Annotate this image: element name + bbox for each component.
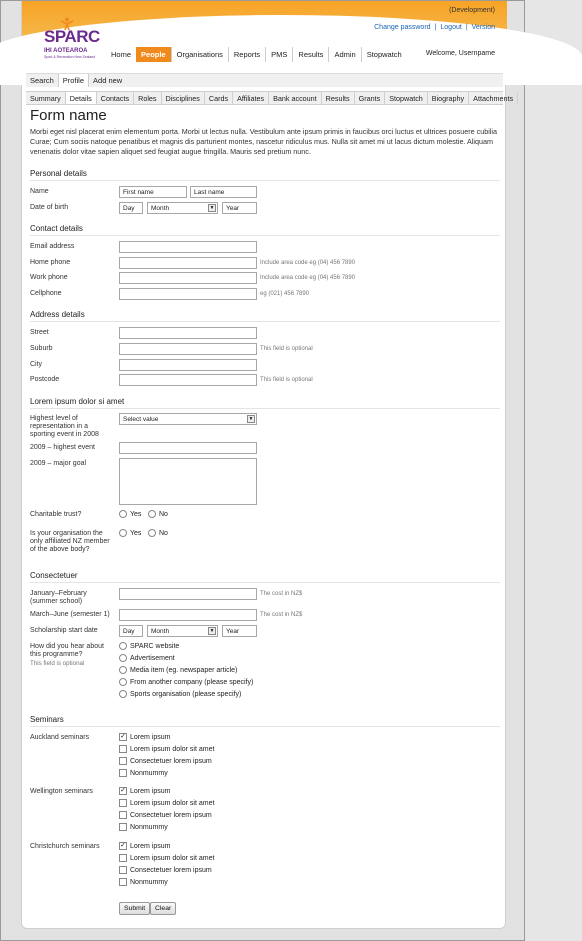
logout-link[interactable]: Logout [440,24,462,31]
cellphone-hint: eg (021) 456 7890 [260,291,310,297]
environment-label: (Development) [449,7,495,14]
tab-biography[interactable]: Biography [428,92,469,104]
personal-details-heading: Personal details [30,169,87,178]
version-link[interactable]: Version [471,24,495,31]
home-phone-hint: Include area code eg (04) 456 7890 [260,260,356,266]
wellington-option-3: Consectetuer lorem ipsum [130,812,212,819]
seminars-heading: Seminars [30,715,64,724]
work-phone-input[interactable] [119,272,257,284]
start-year-input[interactable]: Year [222,625,257,637]
profile-tabs [26,91,514,105]
divider [30,408,500,409]
change-password-link[interactable]: Change password [374,24,431,31]
wellington-checkbox-3[interactable] [119,811,127,819]
tab-results[interactable]: Results [322,92,355,104]
auckland-checkbox-2[interactable] [119,745,127,753]
home-phone-input[interactable] [119,257,257,269]
auckland-option-3: Consectetuer lorem ipsum [130,758,212,765]
affiliated-no-radio[interactable] [148,529,156,537]
top-links: Change password | Logout | Version [374,24,495,31]
hear-radio-5[interactable] [119,690,127,698]
trust-no-label: No [159,511,168,518]
wellington-option-2: Lorem ipsum dolor sit amet [130,800,215,807]
christchurch-checkbox-4[interactable] [119,878,127,886]
nav-admin[interactable]: Admin [328,47,360,62]
hear-option-2: Advertisement [130,655,175,662]
affiliated-no-label: No [159,530,168,537]
highest-event-label: 2009 – highest event [30,444,95,451]
trust-yes-radio[interactable] [119,510,127,518]
hear-about-text: How did you hear about this programme? [30,643,104,658]
logo-tagline: Sport & Recreation New Zealand [44,55,96,59]
address-details-heading: Address details [30,310,85,319]
subnav-search[interactable]: Search [30,76,54,85]
wellington-checkbox-1[interactable]: ✓ [120,787,126,794]
clear-button[interactable]: Clear [150,902,176,915]
tab-bank-account[interactable]: Bank account [269,92,322,104]
first-name-input[interactable]: First name [119,186,187,198]
jan-feb-input[interactable] [119,588,257,600]
logo-subtitle: IHI AOTEAROA [44,48,88,54]
subnav-add-new[interactable]: Add new [93,76,123,85]
postcode-label: Postcode [30,376,60,383]
jan-feb-label: January–February (summer school) [30,590,87,605]
suburb-hint: This field is optional [260,346,313,352]
christchurch-checkbox-2[interactable] [119,854,127,862]
work-phone-label: Work phone [30,274,68,281]
start-month-select[interactable] [147,625,218,637]
divider [30,235,500,236]
page [21,1,514,929]
divider [30,582,500,583]
chevron-down-icon: ▼ [209,205,215,211]
major-goal-label: 2009 – major goal [30,460,87,467]
christchurch-seminars-label: Christchurch seminars [30,843,100,850]
street-input[interactable] [119,327,257,339]
wellington-checkbox-4[interactable] [119,823,127,831]
auckland-checkbox-1[interactable]: ✓ [120,733,126,740]
nav-people[interactable]: People [136,47,171,62]
mar-jun-hint: The cost in NZ$ [260,612,303,618]
city-label: City [30,361,43,368]
dob-month-value: Month [151,205,170,212]
tab-attachments[interactable]: Attachments [469,92,518,104]
home-phone-label: Home phone [30,259,71,266]
hear-radio-1[interactable] [119,642,127,650]
divider [30,321,500,322]
hear-about-optional: This field is optional [30,660,85,667]
form-intro: Morbi eget nisl placerat enim elementum porta. Morbi ut lectus nulla. Vestibulum ante ipsum primis in faucibus orci luctus et ultrices posuere cubilia Curae; Cum sociis natoque penatibus et magnis dis parturient montes, nascetur ridiculus mus. Nulla sit amet mi ut lacus dictum molestie. Aliquam venenatis dolor vitae sapien aliquet sed feugiat augue fringilla. Mauris sed pretium nunc. [30,127,498,156]
street-label: Street [30,329,49,336]
hear-option-1: SPARC website [130,643,180,650]
hear-option-5: Sports organisation (please specify) [130,691,242,698]
auckland-checkbox-3[interactable] [119,757,127,765]
start-day-input[interactable]: Day [119,625,143,637]
start-month-value: Month [151,628,170,635]
mar-jun-label: March–June (semester 1) [30,611,110,618]
postcode-input[interactable] [119,374,257,386]
tab-cards[interactable]: Cards [205,92,233,104]
christchurch-checkbox-3[interactable] [119,866,127,874]
sparc-logo[interactable] [38,17,98,59]
scholarship-start-label: Scholarship start date [30,627,98,634]
form-title: Form name [30,107,107,124]
postcode-hint: This field is optional [260,377,313,383]
suburb-input[interactable] [119,343,257,355]
nav-pms[interactable]: PMS [265,47,292,62]
sub-nav [26,73,503,87]
trust-yes-label: Yes [130,511,142,518]
dob-day-input[interactable]: Day [119,202,143,214]
auckland-option-2: Lorem ipsum dolor sit amet [130,746,215,753]
affiliated-yes-radio[interactable] [119,529,127,537]
hear-about-label [30,643,112,668]
dob-year-input[interactable]: Year [222,202,257,214]
wellington-seminars-label: Wellington seminars [30,788,93,795]
contact-details-heading: Contact details [30,224,83,233]
nav-home[interactable]: Home [111,50,132,59]
wellington-checkbox-2[interactable] [119,799,127,807]
subnav-profile[interactable]: Profile [58,74,89,87]
cellphone-label: Cellphone [30,290,62,297]
chevron-down-icon: ▼ [209,628,215,634]
christchurch-option-1: Lorem ipsum [130,843,171,850]
tab-affiliates[interactable]: Affiliates [233,92,269,104]
level-select[interactable] [119,413,257,425]
suburb-label: Suburb [30,345,53,352]
tab-disciplines[interactable]: Disciplines [162,92,205,104]
tab-details[interactable]: Details [66,92,97,104]
divider [30,726,500,727]
major-goal-textarea[interactable] [119,458,257,505]
wellington-option-1: Lorem ipsum [130,788,171,795]
wellington-option-4: Nonmummy [130,824,168,831]
main-nav [106,47,407,62]
christchurch-checkbox-1[interactable]: ✓ [120,842,126,849]
tab-stopwatch[interactable]: Stopwatch [385,92,428,104]
auckland-checkbox-4[interactable] [119,769,127,777]
auckland-option-1: Lorem ipsum [130,734,171,741]
affiliated-yes-label: Yes [130,530,142,537]
charitable-trust-label: Charitable trust? [30,511,82,518]
chevron-down-icon: ▼ [248,416,254,422]
christchurch-option-3: Consectetuer lorem ipsum [130,867,212,874]
hear-radio-2[interactable] [119,654,127,662]
auckland-option-4: Nonmummy [130,770,168,777]
dob-month-select[interactable] [147,202,218,214]
jan-feb-hint: The cost in NZ$ [260,591,303,597]
work-phone-hint: Include area code eg (04) 456 7890 [260,275,356,281]
hear-radio-4[interactable] [119,678,127,686]
tab-contacts[interactable]: Contacts [97,92,134,104]
nav-results[interactable]: Results [292,47,328,62]
highest-event-input[interactable] [119,442,257,454]
divider [30,180,500,181]
trust-no-radio[interactable] [148,510,156,518]
cellphone-input[interactable] [119,288,257,300]
level-label: Highest level of representation in a sporting event in 2008 [30,415,99,438]
consectetuer-heading: Consectetuer [30,571,78,580]
hear-radio-3[interactable] [119,666,127,674]
tab-roles[interactable]: Roles [134,92,161,104]
tab-grants[interactable]: Grants [355,92,386,104]
hear-option-3: Media item (eg. newspaper article) [130,667,238,674]
dob-label: Date of birth [30,204,69,211]
affiliated-label: Is your organisation the only affiliated NZ member of the above body? [30,530,110,553]
hear-option-4: From another company (please specify) [130,679,254,686]
email-label: Email address [30,243,75,250]
submit-button[interactable]: Submit [119,902,150,915]
lorem-heading: Lorem ipsum dolor si amet [30,397,125,406]
auckland-seminars-label: Auckland seminars [30,734,90,741]
nav-organisations[interactable]: Organisations [171,47,228,62]
name-label: Name [30,188,49,195]
logo-wordmark: SPARC [44,27,100,46]
nav-reports[interactable]: Reports [228,47,265,62]
level-select-value: Select value [123,416,159,423]
christchurch-option-4: Nonmummy [130,879,168,886]
mar-jun-input[interactable] [119,609,257,621]
city-input[interactable] [119,359,257,371]
christchurch-option-2: Lorem ipsum dolor sit amet [130,855,215,862]
welcome-text: Welcome, Usernpame [425,50,495,57]
last-name-input[interactable]: Last name [190,186,257,198]
nav-stopwatch[interactable]: Stopwatch [361,47,407,62]
email-field[interactable] [119,241,257,253]
tab-summary[interactable]: Summary [26,92,66,104]
